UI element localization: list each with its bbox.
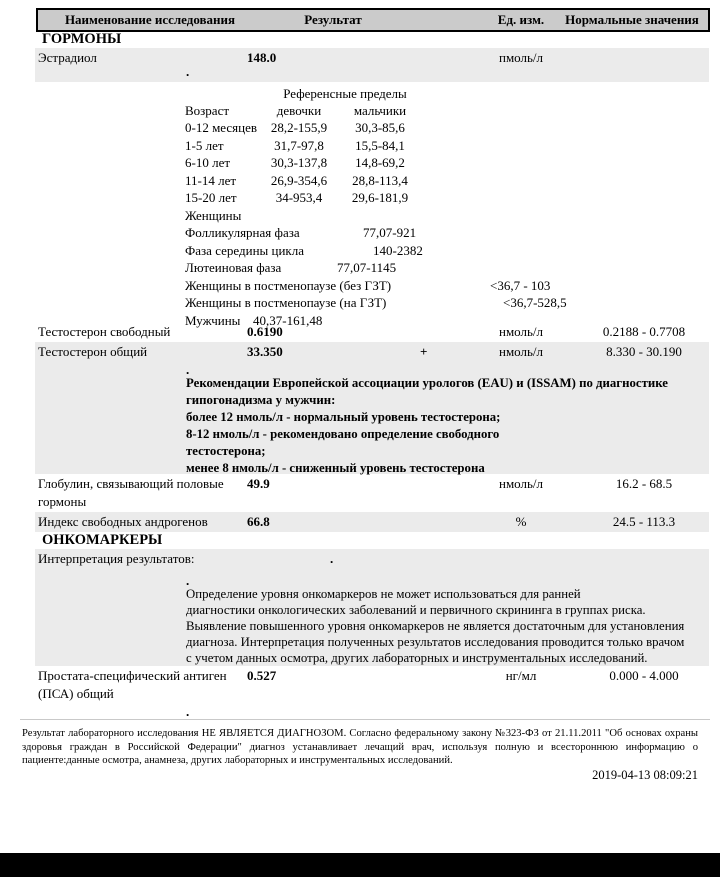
phase-range: 40,37-161,48	[253, 313, 323, 328]
test-name: Тестостерон свободный	[38, 324, 171, 339]
result-dot: .	[330, 551, 334, 566]
age-label: 1-5 лет	[185, 138, 224, 153]
reference-age-row	[35, 190, 709, 207]
section-heading-oncomarkers: ОНКОМАРКЕРЫ	[42, 532, 163, 548]
unit-label: пмоль/л	[498, 50, 544, 65]
test-name: Индекс свободных андрогенов	[38, 514, 208, 529]
unit-label: нмоль/л	[498, 324, 544, 339]
reference-column-headers	[35, 103, 709, 120]
result-value: 33.350	[247, 344, 283, 359]
range-value: 0.2188 - 0.7708	[602, 324, 686, 339]
boys-range: 30,3-85,6	[355, 120, 405, 135]
test-name: Тестостерон общий	[38, 344, 148, 359]
reference-title-line	[35, 86, 709, 103]
reference-age-row	[35, 173, 709, 190]
phase-range: 140-2382	[373, 243, 423, 258]
phase-label: Лютеиновая фаза	[185, 260, 282, 275]
reference-phase-row	[35, 243, 709, 260]
row-testosterone-total	[35, 342, 709, 474]
bottom-bar	[0, 853, 720, 877]
report-timestamp: 2019-04-13 08:09:21	[592, 768, 698, 782]
result-value: 0.527	[247, 668, 277, 683]
reference-phase-row	[35, 278, 709, 295]
girls-range: 26,9-354,6	[270, 173, 328, 188]
test-name: Эстрадиол	[38, 50, 97, 65]
reference-age-row	[35, 155, 709, 172]
result-value: 0.6190	[247, 324, 283, 339]
age-label: 11-14 лет	[185, 173, 237, 188]
girls-column-header: девочки	[276, 103, 322, 118]
interpretation-line: диагностики онкологических заболеваний и первичного скрининга в группах риска.	[186, 603, 646, 617]
unit-label: нмоль/л	[498, 344, 544, 359]
phase-label: Женщины в постменопаузе (без ГЗТ)	[185, 278, 392, 293]
phase-range: 77,07-921	[363, 225, 417, 240]
recommendation-line: 8-12 нмоль/л - рекомендовано определение свободного	[186, 427, 500, 441]
result-value: 66.8	[247, 514, 270, 529]
boys-range: 14,8-69,2	[355, 155, 405, 170]
range-value: 24.5 - 113.3	[612, 514, 676, 529]
range-value: 0.000 - 4.000	[609, 668, 679, 683]
women-group-label: Женщины	[185, 208, 242, 223]
abnormal-flag: +	[420, 344, 428, 359]
reference-age-row	[35, 120, 709, 137]
column-header-result: Результат	[304, 12, 362, 27]
comment-dot: .	[186, 64, 190, 79]
test-name: Простата-специфический антиген	[38, 668, 227, 683]
reference-age-row	[35, 138, 709, 155]
recommendation-line: менее 8 нмоль/л - сниженный уровень тестостерона	[186, 461, 485, 475]
reference-women-label-line	[35, 208, 709, 225]
phase-label: Женщины в постменопаузе (на ГЗТ)	[185, 295, 387, 310]
result-value: 148.0	[247, 50, 277, 65]
age-column-header: Возраст	[185, 103, 230, 118]
footer-separator	[20, 719, 710, 720]
footer-disclaimer: Результат лабораторного исследования НЕ ЯВЛЯЕТСЯ ДИАГНОЗОМ. Согласно федеральному закону №323-ФЗ от 21.11.2011 "Об основах охраны здоровья граждан в Российской Федерации" диагноз устанавливает лечащий врач, используя полную и всестороннюю информацию о пациенте:данные осмотра, анамнеза, других лабораторных и инструментальных исследований.	[22, 728, 698, 766]
comment-dot: .	[186, 573, 190, 588]
interpretation-label: Интерпретация результатов:	[38, 551, 195, 566]
row-free-androgen-index	[35, 512, 709, 532]
girls-range: 28,2-155,9	[270, 120, 328, 135]
girls-range: 31,7-97,8	[274, 138, 324, 153]
age-label: 15-20 лет	[185, 190, 237, 205]
phase-label: Фолликулярная фаза	[185, 225, 300, 240]
reference-phase-row	[35, 260, 709, 277]
range-value: 8.330 - 30.190	[606, 344, 682, 359]
phase-range: 77,07-1145	[337, 260, 397, 275]
recommendation-line: гипогонадизма у мужчин:	[186, 393, 336, 407]
reference-phase-row	[35, 295, 709, 312]
interpretation-line: Выявление повышенного уровня онкомаркеров не является достаточным для установления	[186, 619, 685, 633]
phase-label: Мужчины	[185, 313, 241, 328]
unit-label: нмоль/л	[498, 476, 544, 491]
girls-range: 34-953,4	[275, 190, 323, 205]
column-header-range: Нормальные значения	[565, 12, 699, 27]
comment-dot: .	[186, 362, 190, 377]
recommendation-line: тестостерона;	[186, 444, 266, 458]
range-value: 16.2 - 68.5	[615, 476, 673, 491]
boys-range: 28,8-113,4	[352, 173, 408, 188]
row-testosterone-free	[35, 322, 709, 342]
interpretation-block	[35, 549, 709, 666]
column-header-unit: Ед. изм.	[497, 12, 545, 27]
test-name: Глобулин, связывающий половые	[38, 476, 224, 491]
recommendation-line: Рекомендации Европейской ассоциации урологов (EAU) и (ISSAM) по диагностике	[186, 376, 668, 390]
unit-label: %	[515, 514, 527, 529]
interpretation-line: Определение уровня онкомаркеров не может использоваться для ранней	[186, 587, 581, 601]
row-estradiol	[35, 48, 709, 82]
reference-phase-row	[35, 225, 709, 242]
interpretation-line: диагноза. Интерпретация полученных результатов исследования проводится только врачом	[186, 635, 685, 649]
age-label: 6-10 лет	[185, 155, 231, 170]
recommendation-line: более 12 нмоль/л - нормальный уровень тестостерона;	[186, 410, 501, 424]
comment-dot: .	[186, 704, 190, 719]
test-name-wrap: (ПСА) общий	[38, 686, 114, 701]
interpretation-line: с учетом данных осмотра, других лабораторных и инструментальных исследований.	[186, 651, 648, 665]
boys-range: 29,6-181,9	[351, 190, 409, 205]
phase-range: <36,7 - 103	[490, 278, 551, 293]
girls-range: 30,3-137,8	[270, 155, 328, 170]
row-shbg	[35, 474, 709, 512]
column-header-name: Наименование исследования	[64, 12, 236, 27]
phase-range: <36,7-528,5	[503, 295, 567, 310]
test-name-wrap: гормоны	[38, 494, 87, 509]
result-value: 49.9	[247, 476, 270, 491]
boys-column-header: мальчики	[353, 103, 407, 118]
boys-range: 15,5-84,1	[355, 138, 405, 153]
section-heading-hormones: ГОРМОНЫ	[42, 31, 122, 47]
age-label: 0-12 месяцев	[185, 120, 258, 135]
row-psa	[35, 667, 709, 717]
reference-table	[35, 82, 709, 328]
phase-label: Фаза середины цикла	[185, 243, 304, 258]
unit-label: нг/мл	[505, 668, 537, 683]
reference-title: Референсные пределы	[283, 86, 407, 101]
results-table-header	[36, 8, 710, 32]
